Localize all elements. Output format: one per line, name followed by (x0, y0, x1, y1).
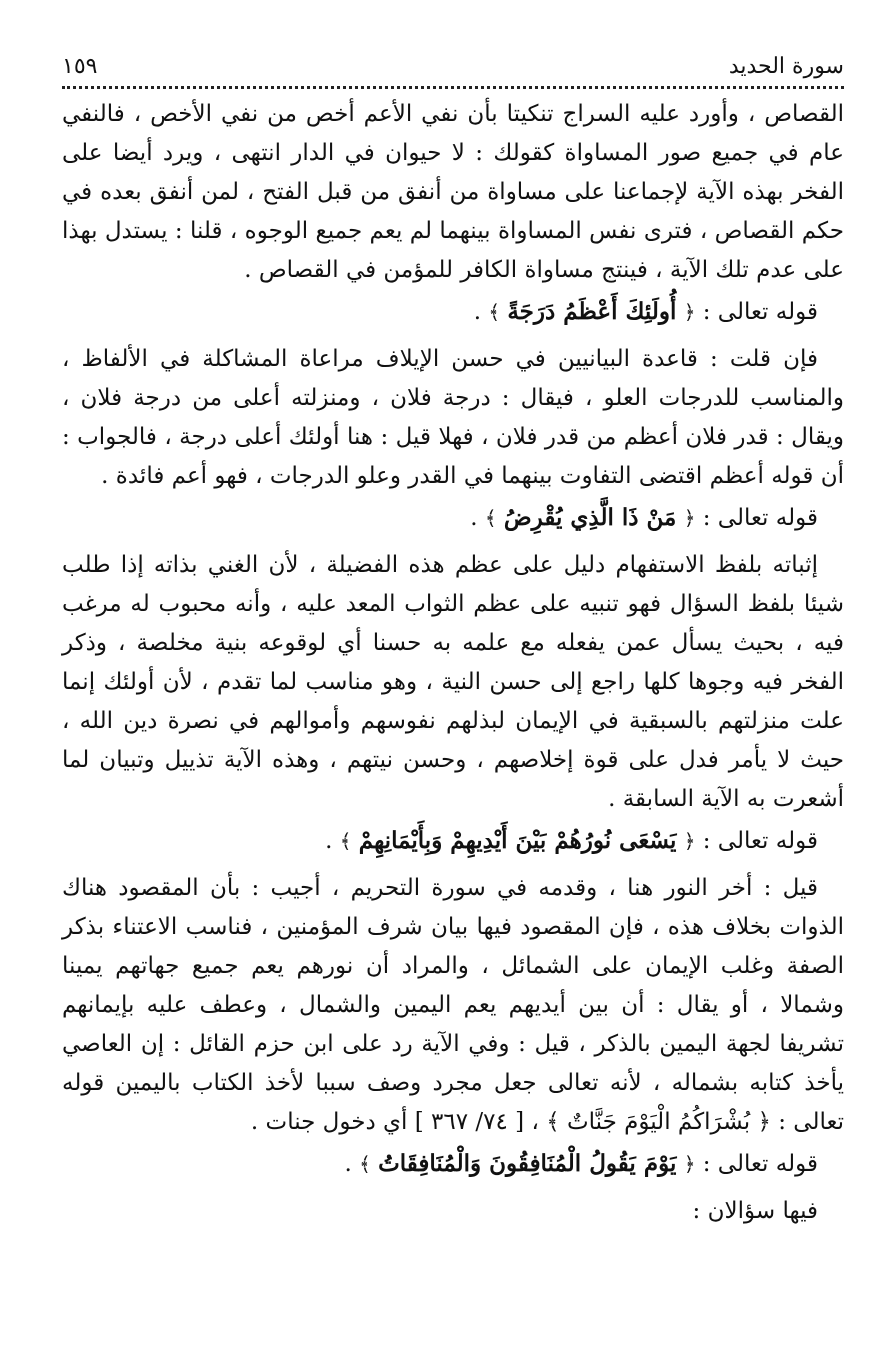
verse-heading-4 (62, 1144, 844, 1184)
surah-title: سورة الحديد (721, 54, 844, 79)
paragraph-daraja: فإن قلت : قاعدة البيانيين في حسن الإيلاف مراعاة المشاكلة في الألفاظ ، والمناسب للدرجات العلو ، فيقال : درجة فلان ، ومنزلته أعلى من درجة فلان ، ويقال : قدر فلان أعظم من قدر فلان ، فهلا قيل : هنا أولئك أعلى درجة ، فالجواب : أن قوله أعظم اقتضى التفاوت بينهما في القدر وعلو الدرجات ، فهو أعم فائدة . (62, 346, 844, 489)
verse-lead: قوله تعالى : (702, 828, 818, 854)
verse-tail: . (325, 828, 333, 854)
verse-heading-2 (62, 498, 844, 538)
book-page (62, 52, 844, 1231)
verse-tail: . (470, 505, 478, 531)
ornate-bracket-open-icon: ﴿ (683, 1152, 696, 1176)
page-number: ١٥٩ (62, 54, 105, 79)
quran-verse: يَسْعَى نُورُهُمْ بَيْنَ أَيْدِيهِمْ وَبِأَيْمَانِهِمْ (358, 827, 677, 854)
ornate-bracket-open-icon: ﴿ (683, 300, 696, 324)
running-header (62, 52, 844, 89)
verse-lead: قوله تعالى : (702, 505, 818, 531)
paragraph-istifham: إثباته بلفظ الاستفهام دليل على عظم هذه الفضيلة ، لأن الغني بذاته إذا طلب شيئا بلفظ السؤال فهو تنبيه على عظم الثواب المعد عليه ، وأنه محبوب له مرغب فيه ، بحيث يسأل عمن يفعله مع علمه به حسنا أي لوقوعه بنية مخلصة ، وذكر الفخر فيه وجوها كلها راجع إلى حسن النية ، وهو مناسب لما تقدم ، لأن أولئك إنما علت منزلتهم بالسبقية في الإيمان لبذلهم نفوسهم وأموالهم في نصرة دين الله ، حيث لا يأمر فدل على قوة إخلاصهم ، وحسن نيتهم ، وهذه الآية تذييل وتبيان لما أشعرت به الآية السابقة . (62, 552, 845, 812)
quran-verse: يَوْمَ يَقُولُ الْمُنَافِقُونَ وَالْمُنَافِقَاتُ (378, 1150, 677, 1177)
quran-verse: أُولَئِكَ أَعْظَمُ دَرَجَةً (507, 298, 677, 325)
ornate-bracket-close-icon: ﴾ (484, 506, 497, 530)
paragraph-sual: فيها سؤالان : (692, 1198, 818, 1224)
paragraph-nur: قيل : أخر النور هنا ، وقدمه في سورة التحريم ، أجيب : بأن المقصود هناك الذوات بخلاف هذه ، فإن المقصود فيها بيان شرف المؤمنين ، فناسب الاعتناء بذكر الصفة وغلب الإيمان على الشمائل ، والمراد أن نورهم يعم جميع جهاتهم يمينا وشمالا ، أو يقال : أن بين أيديهم يعم اليمين والشمال ، وعطف عليه بإيمانهم تشريفا لجهة اليمين بالذكر ، قيل : وفي الآية رد على ابن حزم القائل : إن العاصي يأخذ كتابه بشماله ، لأنه تعالى جعل مجرد وصف سببا لأخذ الكتاب باليمين قوله تعالى : ﴿ بُشْرَاكُمُ الْيَوْمَ جَنَّاتٌ ﴾ ، [ ٧٤/ ٣٦٧ ] أي دخول جنات . (62, 875, 844, 1135)
verse-lead: قوله تعالى : (702, 1151, 818, 1177)
ornate-bracket-close-icon: ﴾ (488, 300, 501, 324)
paragraph-qisas: القصاص ، وأورد عليه السراج تنكيتا بأن نفي الأعم أخص من نفي الأخص ، فالنفي عام في جميع صور المساواة كقولك : لا حيوان في الدار انتهى ، ويرد أيضا على الفخر بهذه الآية لإجماعنا على مساواة من أنفق من قبل الفتح ، لمن أنفق بعده في حكم القصاص ، فترى نفس المساواة بينهما لم يعم جميع الوجوه ، قلنا : يستدل بهذا على عدم تلك الآية ، فينتج مساواة الكافر للمؤمن في القصاص . (62, 101, 844, 283)
ornate-bracket-close-icon: ﴾ (339, 829, 352, 853)
verse-lead: قوله تعالى : (702, 299, 818, 325)
verse-tail: . (473, 299, 481, 325)
verse-heading-3 (62, 821, 844, 861)
ornate-bracket-close-icon: ﴾ (359, 1152, 371, 1176)
ornate-bracket-open-icon: ﴿ (683, 829, 696, 853)
verse-tail: . (344, 1151, 352, 1177)
quran-verse: مَنْ ذَا الَّذِي يُقْرِضُ (503, 504, 677, 531)
verse-heading-1 (62, 292, 844, 332)
ornate-bracket-open-icon: ﴿ (683, 506, 696, 530)
